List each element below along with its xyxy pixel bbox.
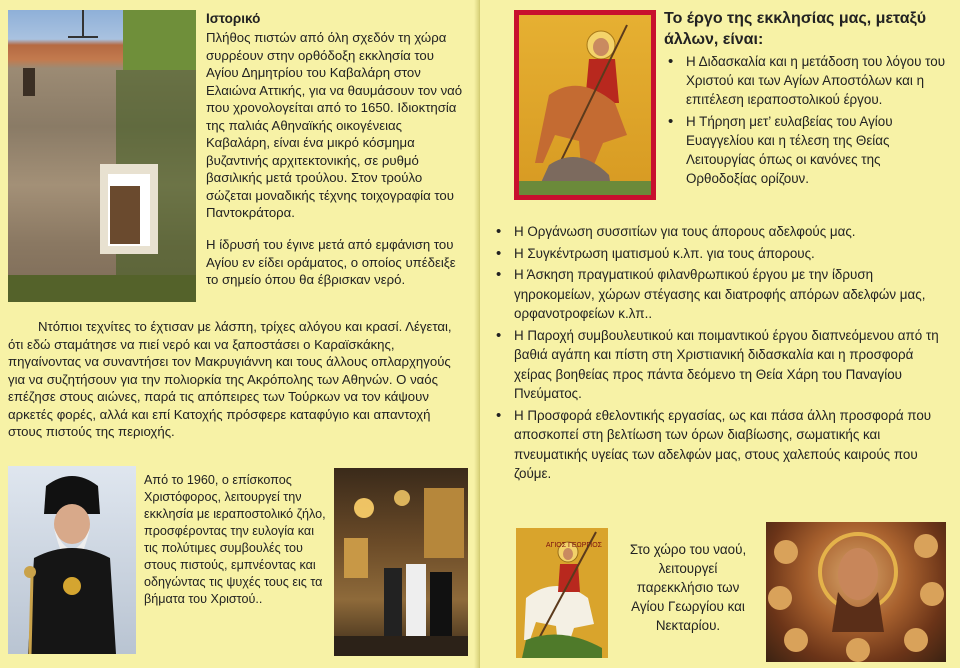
list-item: • Η Οργάνωση συσσιτίων για τους άπορους αδελφούς μας. (492, 222, 954, 242)
history-intro-2: Η ίδρυσή του έγινε μετά από εμφάνιση του Αγίου εν είδει οράματος, ο οποίος υπέδειξε το σημείο όπου θα έβρισκαν νερό. (206, 237, 456, 287)
history-intro: Πλήθος πιστών από όλη σχεδόν τη χώρα συρρέουν στην ορθόδοξη εκκλησία του Αγίου Δημητρίου του Καβαλάρη στον Ελαιώνα Αττικής, για να θαυμάσουν τον ναό που χρονολογείται από το 1650. Ιδιοκτησία της παλιάς Αθηναϊκής οικογένειας Καβαλάρη, είναι ένα μικρό κόσμημα βυζαντινής αρχιτεκτονικής, σε ρυθμό βασιλικής μετά τρούλου. Στον τρούλο σώζεται μοναδικής τέχνης τοιχογραφία του Παντοκράτορα. (206, 30, 463, 220)
right-page (480, 0, 960, 668)
list-item: • Η Προσφορά εθελοντικής εργασίας, ως και πάσα άλλη προσφορά που αποσκοπεί στη βελτίωση των όρων διαβίωσης, σωματικής και πνευματικής υγείας των αδελφών μας, στους χαλεπούς καιρούς που ζούμε. (492, 406, 954, 484)
saint-icon-top (514, 10, 656, 200)
history-paragraph: Ντόπιοι τεχνίτες το έχτισαν με λάσπη, τρίχες αλόγου και κρασί. Λέγεται, ότι εδώ σταμάτησε να πιεί νερό και να ξαποστάσει ο Καραϊσκάκης, πηγαίνοντας να συναντήσει τον Μακρυγιάννη και τους άλλους οπλαρχηγούς για να συζητήσουν για την πολιορκία της Ακρόπολης των Αθηνών. Ο ναός επέζησε στους αιώνες, παρά τις απόπειρες των Τούρκων να τον κάψουν αρκετές φορές, αλλά και επί Κατοχής πρόσφερε καταφύγιο και απαντοχή στους πιστούς της περιοχής. (8, 319, 452, 439)
history-title: Ιστορικό (206, 11, 261, 26)
list-item: • Η Παροχή συμβουλευτικού και ποιμαντικού έργου διαπνεόμενου από τη βαθιά αγάπη και πίστη στη Χριστιανική διδασκαλία και η προσφορά χείρας βοηθείας προς πάντα δεόμενο τη Θεία Χάρη του Παναγίου Πνεύματος. (492, 326, 954, 404)
list-item: • Η Τήρηση μετ’ ευλαβείας του Αγίου Ευαγγελίου και η τέλεση της Θείας Λειτουργίας όπως οι κανόνες της Ορθοδοξίας ορίζουν. (664, 112, 954, 188)
list-item: • Η Άσκηση πραγματικού φιλανθρωπικού έργου με την ίδρυση γηροκομείων, χώρων στέγασης και διατροφής απόρων αδελφών μας, ορφανοτροφείων κ.λπ.. (492, 265, 954, 324)
pantocrator-fresco (766, 522, 946, 662)
saint-george-icon (516, 528, 608, 658)
chapel-text: Στο χώρο του ναού, λειτουργεί παρεκκλήσιο των Αγίου Γεωργίου και Νεκταρίου. (629, 542, 747, 633)
interior-photo (334, 468, 468, 656)
bishop-text: Από το 1960, ο επίσκοπος Χριστόφορος, λειτουργεί την εκκλησία με ιεραποστολικό ζήλο, προσφέροντας την ευλογία και τις πολύτιμες συμβουλές του στους πιστούς, εμπνέοντας και οδηγώντας τις ψυχές τους εις τα βήματα του Χριστού.. (144, 473, 326, 606)
work-list-top (664, 52, 954, 188)
work-list (492, 222, 954, 484)
list-item: • Η Διδασκαλία και η μετάδοση του λόγου του Χριστού και των Αγίων Αποστόλων και η επιτέλεση ιεραποστολικού έργου. (664, 52, 954, 109)
bishop-photo (8, 466, 136, 654)
left-page (0, 0, 478, 668)
icon-caption: ΑΓΙΟΣ ΓΕΩΡΓΙΟΣ (545, 542, 602, 549)
work-title: Το έργο της εκκλησίας μας, μεταξύ άλλων, είναι: (664, 10, 927, 48)
list-item: • Η Συγκέντρωση ιματισμού κ.λπ. για τους άπορους. (492, 244, 954, 264)
church-photo (8, 10, 196, 302)
